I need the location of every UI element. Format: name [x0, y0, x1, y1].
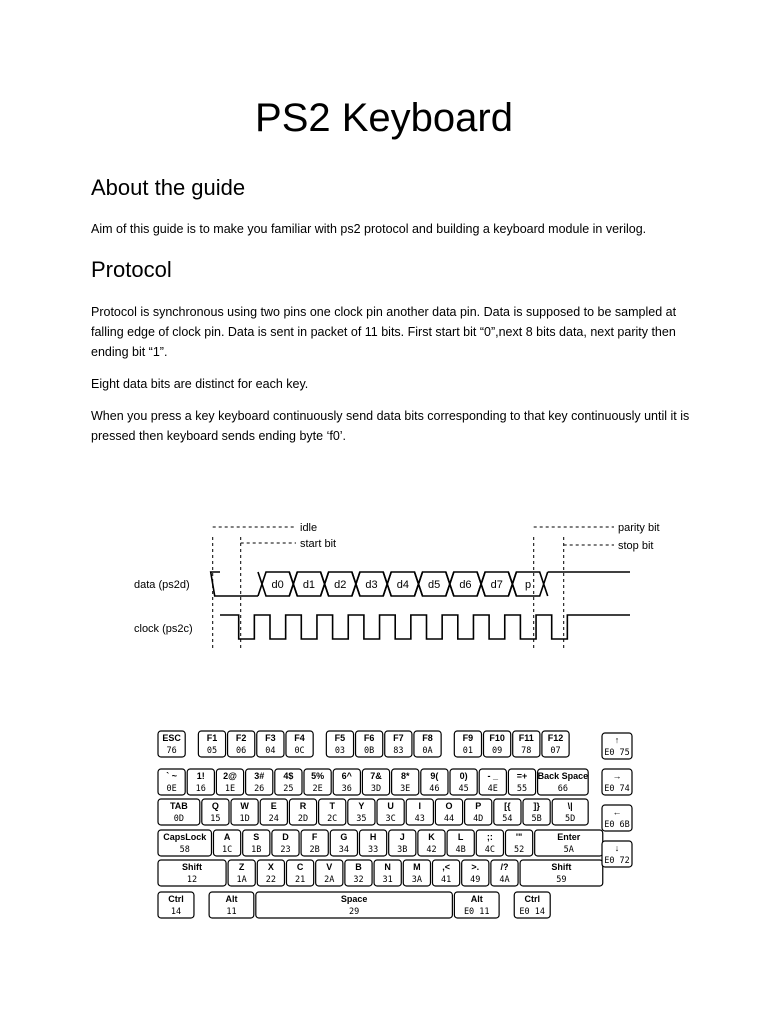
keyboard-key: [333, 769, 360, 795]
keyboard-key: [491, 860, 518, 886]
key-label: '": [515, 832, 523, 842]
keyboard-key: [246, 769, 273, 795]
key-scancode: 2C: [327, 814, 338, 824]
data-bit-label: d5: [428, 579, 441, 591]
key-label: F1: [206, 733, 218, 743]
key-scancode: E0 75: [604, 748, 630, 758]
key-label: ;:: [486, 832, 493, 842]
keyboard-key: [330, 830, 357, 856]
key-scancode: 46: [429, 784, 440, 794]
key-label: Back Space: [537, 771, 589, 781]
key-label: ESC: [162, 733, 181, 743]
key-label: T: [329, 801, 335, 811]
data-bit-label: d4: [396, 579, 409, 591]
about-heading: About the guide: [91, 175, 246, 200]
data-bit-label: d3: [365, 579, 378, 591]
keyboard-key: [421, 769, 448, 795]
key-scancode: 5D: [565, 814, 576, 824]
key-label: V: [326, 862, 333, 872]
key-scancode: 1B: [251, 845, 262, 855]
key-scancode: 1C: [221, 845, 233, 855]
key-scancode: 33: [367, 845, 379, 855]
keyboard-key: [260, 799, 287, 825]
key-scancode: 0D: [173, 814, 185, 824]
key-label: N: [384, 862, 391, 872]
key-scancode: 4D: [473, 814, 484, 824]
key-scancode: 4B: [455, 845, 466, 855]
keyboard-key: [552, 799, 588, 825]
key-label: 4$: [283, 771, 294, 781]
arrow-key: [602, 805, 632, 831]
key-label: 1!: [196, 771, 205, 781]
key-scancode: 52: [513, 845, 525, 855]
key-scancode: 21: [294, 875, 306, 885]
keyboard-key: [406, 799, 433, 825]
key-scancode: 31: [382, 875, 393, 885]
keyboard-key: [187, 769, 214, 795]
key-scancode: 34: [338, 845, 350, 855]
keyboard-key: [505, 830, 532, 856]
key-label: Y: [358, 801, 365, 811]
key-scancode: E0 72: [604, 856, 630, 866]
key-label: F10: [489, 733, 505, 743]
idle-label: idle: [300, 522, 318, 534]
data-bit-label: d1: [302, 579, 316, 591]
key-label: F9: [462, 733, 474, 743]
protocol-paragraph-3: When you press a key keyboard continuously send data bits corresponding to that key continuously until it is pressed then keyboard sends ending byte ‘f0’.: [91, 409, 690, 443]
keyboard-key: [326, 731, 353, 757]
keyboard-scancode-map: [155, 727, 640, 927]
key-scancode: 41: [440, 875, 452, 885]
keyboard-key: [523, 799, 550, 825]
key-scancode: 4A: [499, 875, 510, 885]
key-scancode: 43: [414, 814, 425, 824]
data-bit-label: d0: [271, 579, 284, 591]
key-label: Alt: [225, 894, 238, 904]
key-label: =+: [516, 771, 528, 781]
keyboard-key: [209, 892, 254, 918]
clock-waveform: [220, 615, 630, 639]
key-label: Alt: [470, 894, 483, 904]
key-scancode: 05: [206, 746, 218, 756]
key-label: F11: [518, 733, 534, 743]
parity-bit-label: parity bit: [618, 522, 660, 534]
key-scancode: 14: [170, 907, 182, 917]
keyboard-key: [542, 731, 569, 757]
arrow-key: [602, 841, 632, 867]
keyboard-key: [462, 860, 489, 886]
arrow-key: [602, 769, 632, 795]
key-scancode: 29: [348, 907, 360, 917]
key-scancode: 12: [186, 875, 198, 885]
key-scancode: E0 11: [463, 907, 490, 917]
key-label: F: [311, 832, 318, 842]
keyboard-key: [319, 799, 346, 825]
key-label: CapsLock: [163, 832, 207, 842]
key-label: ↑: [614, 735, 620, 745]
key-label: ,<: [442, 862, 450, 872]
key-scancode: 0A: [422, 746, 433, 756]
key-label: A: [223, 832, 231, 842]
key-scancode: 3D: [370, 784, 382, 794]
keyboard-key: [256, 892, 453, 918]
key-scancode: 32: [353, 875, 364, 885]
key-scancode: 1A: [236, 875, 247, 885]
key-scancode: 3B: [397, 845, 408, 855]
key-scancode: 07: [550, 746, 561, 756]
keyboard-key: [476, 830, 503, 856]
keyboard-key: [392, 769, 419, 795]
key-label: S: [253, 832, 260, 842]
data-bit-label: p: [524, 579, 532, 591]
key-label: F7: [393, 733, 404, 743]
key-label: ]}: [533, 801, 540, 811]
keyboard-key: [520, 860, 603, 886]
key-scancode: 5A: [563, 845, 574, 855]
key-scancode: 04: [265, 746, 276, 756]
key-scancode: 42: [426, 845, 437, 855]
key-scancode: 1E: [224, 784, 236, 794]
key-label: 2@: [223, 771, 237, 781]
key-label: Space: [340, 894, 368, 904]
key-label: 5%: [311, 771, 325, 781]
key-label: F4: [294, 733, 305, 743]
keyboard-key: [356, 731, 383, 757]
key-label: J: [399, 832, 405, 842]
key-label: ↓: [614, 843, 620, 853]
key-label: 8*: [400, 771, 410, 781]
keyboard-key: [228, 860, 255, 886]
keyboard-key: [213, 830, 240, 856]
key-scancode: 5B: [531, 814, 542, 824]
key-scancode: 16: [195, 784, 206, 794]
key-scancode: 4C: [484, 845, 496, 855]
keyboard-key: [479, 769, 506, 795]
key-label: >.: [471, 862, 480, 872]
key-label: Q: [211, 801, 219, 811]
timing-diagram: [120, 515, 660, 655]
key-scancode: 0C: [294, 746, 305, 756]
keyboard-key: [202, 799, 229, 825]
key-label: E: [270, 801, 277, 811]
keyboard-key: [508, 769, 535, 795]
key-label: →: [612, 771, 622, 781]
keyboard-key: [158, 892, 194, 918]
key-scancode: 0E: [166, 784, 177, 794]
key-scancode: 2A: [324, 875, 335, 885]
key-label: - _: [487, 771, 499, 781]
keyboard-key: [228, 731, 255, 757]
key-scancode: 11: [226, 907, 237, 917]
keyboard-key: [450, 769, 477, 795]
start-bit-label: start bit: [300, 538, 337, 550]
key-label: Shift: [182, 862, 203, 872]
key-label: K: [428, 832, 435, 842]
keyboard-key: [465, 799, 492, 825]
key-scancode: 76: [166, 746, 177, 756]
key-scancode: 49: [470, 875, 481, 885]
key-label: I: [418, 801, 422, 811]
keyboard-key: [301, 830, 328, 856]
key-label: F8: [422, 733, 433, 743]
key-label: 7&: [370, 771, 382, 781]
key-label: Shift: [551, 862, 572, 872]
key-scancode: 44: [443, 814, 455, 824]
key-label: 6^: [341, 771, 352, 781]
protocol-heading: Protocol: [91, 257, 172, 282]
key-label: G: [340, 832, 348, 842]
key-scancode: 09: [491, 746, 503, 756]
data-signal-label: data (ps2d): [134, 579, 190, 591]
key-label: P: [475, 801, 482, 811]
about-text: Aim of this guide is to make you familiar with ps2 protocol and building a keyboard module in verilog.: [91, 222, 647, 236]
key-scancode: 26: [254, 784, 265, 794]
keyboard-key: [513, 731, 540, 757]
key-label: TAB: [169, 801, 188, 811]
keyboard-key: [538, 769, 589, 795]
key-scancode: 01: [462, 746, 474, 756]
key-label: F2: [235, 733, 247, 743]
key-label: 0): [459, 771, 468, 781]
key-label: M: [413, 862, 421, 872]
key-label: ` ~: [166, 771, 177, 781]
keyboard-key: [403, 860, 430, 886]
key-scancode: 3A: [411, 875, 423, 885]
key-scancode: 36: [341, 784, 352, 794]
key-scancode: 06: [236, 746, 247, 756]
data-bit-label: d6: [459, 579, 472, 591]
key-scancode: 55: [516, 784, 528, 794]
key-scancode: 15: [210, 814, 221, 824]
keyboard-key: [432, 860, 459, 886]
keyboard-key: [447, 830, 474, 856]
keyboard-key: [454, 731, 481, 757]
key-scancode: E0 14: [519, 907, 546, 917]
keyboard-key: [374, 860, 401, 886]
key-scancode: 78: [521, 746, 532, 756]
keyboard-key: [494, 799, 521, 825]
keyboard-key: [198, 731, 225, 757]
key-scancode: 0B: [364, 746, 375, 756]
key-scancode: 1D: [239, 814, 250, 824]
key-scancode: E0 74: [604, 784, 630, 794]
data-bit-label: d2: [334, 579, 347, 591]
keyboard-key: [414, 731, 441, 757]
key-label: Enter: [557, 832, 581, 842]
keyboard-key: [418, 830, 445, 856]
key-scancode: 03: [334, 746, 346, 756]
keyboard-key: [484, 731, 511, 757]
key-scancode: 2E: [312, 784, 323, 794]
key-label: C: [296, 862, 304, 872]
key-label: /?: [500, 862, 509, 872]
keyboard-key: [345, 860, 372, 886]
keyboard-key: [158, 860, 226, 886]
keyboard-key: [275, 769, 302, 795]
key-label: B: [355, 862, 362, 872]
key-label: R: [299, 801, 307, 811]
key-scancode: 4E: [487, 784, 498, 794]
key-label: Ctrl: [168, 894, 184, 904]
keyboard-key: [272, 830, 299, 856]
key-label: 9(: [430, 771, 439, 781]
arrow-key: [602, 733, 632, 759]
key-scancode: E0 6B: [604, 820, 630, 830]
key-scancode: 58: [179, 845, 190, 855]
key-scancode: 35: [356, 814, 367, 824]
key-label: F5: [334, 733, 346, 743]
key-scancode: 45: [458, 784, 469, 794]
data-idle-start-segment: [211, 572, 258, 596]
protocol-paragraph-2: Eight data bits are distinct for each key.: [91, 377, 309, 391]
key-label: U: [387, 801, 394, 811]
key-label: [{: [504, 801, 511, 811]
key-scancode: 22: [265, 875, 277, 885]
keyboard-key: [304, 769, 331, 795]
keyboard-key: [316, 860, 343, 886]
keyboard-key: [377, 799, 404, 825]
key-label: Z: [238, 862, 245, 872]
keyboard-keys: [158, 731, 632, 918]
keyboard-key: [257, 860, 284, 886]
data-bit-label: d7: [490, 579, 503, 591]
timing-waveforms: [211, 527, 630, 651]
keyboard-key: [158, 769, 185, 795]
key-label: F12: [547, 733, 564, 743]
keyboard-key: [289, 799, 316, 825]
key-scancode: 2D: [297, 814, 309, 824]
keyboard-key: [535, 830, 603, 856]
stop-bit-label: stop bit: [618, 540, 654, 552]
key-scancode: 2B: [309, 845, 320, 855]
keyboard-key: [158, 799, 200, 825]
key-label: L: [457, 832, 464, 842]
key-label: 3#: [254, 771, 265, 781]
key-label: \|: [567, 801, 573, 811]
clock-signal-label: clock (ps2c): [134, 623, 193, 635]
keyboard-key: [359, 830, 386, 856]
key-label: Ctrl: [524, 894, 540, 904]
key-scancode: 59: [556, 875, 567, 885]
key-label: O: [445, 801, 453, 811]
key-label: F6: [363, 733, 375, 743]
protocol-paragraph-1: Protocol is synchronous using two pins one clock pin another data pin. Data is supposed to be sampled at falling edge of clock pin. Data is sent in packet of 11 bits. First start bit “0”,next 8 bits data, next parity then ending bit “1”.: [91, 305, 677, 359]
key-scancode: 23: [280, 845, 291, 855]
key-label: H: [369, 832, 377, 842]
key-label: D: [282, 832, 289, 842]
keyboard-key: [348, 799, 375, 825]
keyboard-key: [454, 892, 499, 918]
key-label: W: [240, 801, 249, 811]
key-label: X: [267, 862, 274, 872]
key-scancode: 24: [268, 814, 279, 824]
key-scancode: 3C: [385, 814, 396, 824]
keyboard-key: [286, 731, 313, 757]
keyboard-key: [216, 769, 243, 795]
key-label: ←: [612, 807, 622, 817]
keyboard-key: [514, 892, 550, 918]
key-scancode: 83: [393, 746, 404, 756]
keyboard-key: [158, 830, 211, 856]
keyboard-key: [158, 731, 185, 757]
keyboard-key: [257, 731, 284, 757]
keyboard-key: [231, 799, 258, 825]
page-title: PS2 Keyboard: [255, 96, 513, 140]
keyboard-key: [286, 860, 313, 886]
key-scancode: 54: [502, 814, 513, 824]
keyboard-key: [389, 830, 416, 856]
keyboard-key: [435, 799, 462, 825]
key-scancode: 25: [283, 784, 294, 794]
keyboard-key: [385, 731, 412, 757]
key-label: F3: [265, 733, 276, 743]
keyboard-key: [243, 830, 270, 856]
keyboard-key: [362, 769, 389, 795]
key-scancode: 66: [557, 784, 569, 794]
key-scancode: 3E: [400, 784, 411, 794]
